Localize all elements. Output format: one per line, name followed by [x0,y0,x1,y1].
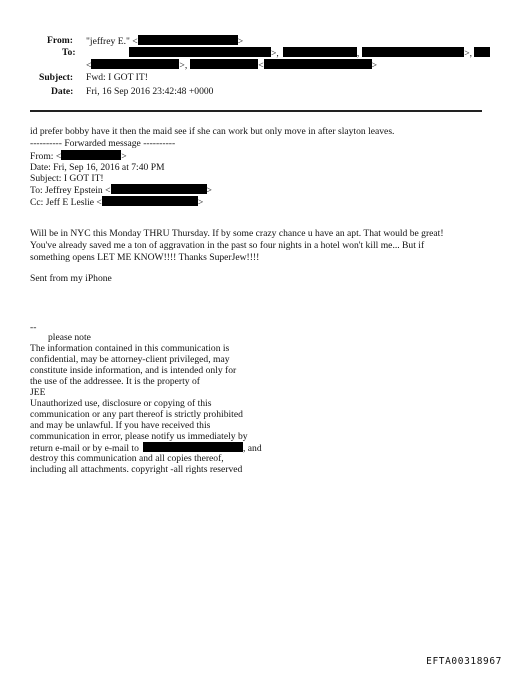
redaction-block [138,35,238,45]
redaction-block [362,47,464,57]
document-id: EFTA00318967 [426,656,502,668]
disclaimer-line: Unauthorized use, disclosure or copying of this [30,398,212,409]
forward-subject: Subject: I GOT IT! [30,173,104,184]
forward-to-label: To: Jeffrey Epstein < [30,185,111,196]
body-line: You've already saved me a ton of aggravation in the past so four nights in a hotel won't kill me... But if [30,240,425,251]
redaction-block [129,47,271,57]
forward-from-close: > [121,151,127,162]
redaction-block [102,196,198,206]
to-row-2 [86,59,377,72]
disclaimer-line: including all attachments. copyright -all rights reserved [30,464,243,475]
from-close: > [237,36,244,47]
redaction-block [91,59,179,69]
body-line: Will be in NYC this Monday THRU Thursday. If by some crazy chance u have an apt. That would be great! [30,228,444,239]
forward-date: Date: Fri, Sep 16, 2016 at 7:40 PM [30,162,165,173]
disclaimer-line: JEE [30,387,46,398]
disclaimer-line: communication in error, please notify us immediately by [30,431,248,442]
forward-to-close: > [206,185,212,196]
disclaimer-line: constitute inside information, and is intended only for [30,365,237,376]
to-sep: >, [179,60,188,71]
redaction-block [283,47,360,59]
from-value: "jeffrey E." < [86,36,138,47]
disclaimer-line: and may be unlawful. If you have received this [30,420,211,431]
forward-separator: ---------- Forwarded message ---------- [30,138,176,149]
redaction-block [111,184,207,194]
redaction-block [190,59,258,69]
from-label: From: [47,35,73,46]
disclaimer-line: The information contained in this communication is [30,343,230,354]
forward-cc-close: > [197,197,204,208]
email-prefix: return e-mail or by e-mail to [30,443,139,454]
to-open: < [258,60,264,71]
disclaimer-line: communication or any part thereof is strictly prohibited [30,409,243,420]
to-sep: >, [271,48,279,59]
email-suffix: , and [242,443,262,454]
redaction-block [61,150,121,160]
forward-cc [30,196,203,209]
signature: Sent from my iPhone [30,273,112,284]
forward-cc-label: Cc: Jeff E Leslie < [30,197,102,208]
date-value: Fri, 16 Sep 2016 23:42:48 +0000 [86,86,214,97]
to-open: < [86,60,92,71]
forward-from-label: From: < [30,151,62,162]
to-label: To: [62,47,76,58]
date-label: Date: [51,86,74,97]
disclaimer-line: the use of the addressee. It is the property of [30,376,200,387]
body-line: something opens LET ME KNOW!!!! Thanks SuperJew!!!! [30,252,260,263]
disclaimer-line: confidential, may be attorney-client privileged, may [30,354,230,365]
subject-value: Fwd: I GOT IT! [86,72,148,83]
signature-dashes: -- [30,322,37,333]
forward-to [30,184,212,197]
disclaimer-line: destroy this communication and all copies thereof, [30,453,224,464]
reply-text: id prefer bobby have it then the maid see if she can work but only move in after slayton leaves. [30,126,395,137]
from-row [86,35,243,48]
header-divider [30,110,482,112]
redaction-block [474,47,490,57]
redaction-block [143,442,243,452]
forward-from [30,150,127,163]
disclaimer-note: please note [48,332,91,343]
subject-label: Subject: [39,72,74,83]
to-close: > [371,60,378,71]
redaction-block [264,59,372,69]
to-row-1 [86,47,490,60]
to-sep: , [356,48,360,59]
to-sep: >, [464,48,473,59]
